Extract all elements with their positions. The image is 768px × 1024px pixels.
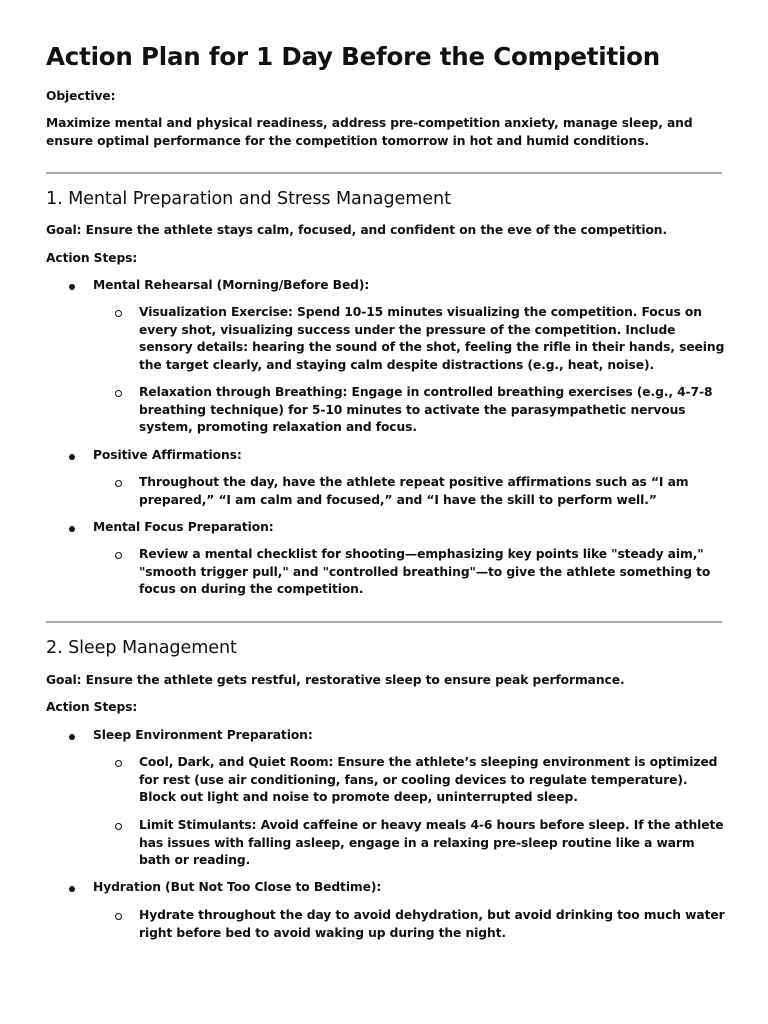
- bullet-dot: [69, 886, 75, 892]
- sub-bullet-circle: [115, 760, 122, 767]
- list-item-label: Mental Focus Preparation:: [93, 520, 274, 534]
- objective-text: Maximize mental and physical readiness, address pre-competition anxiety, manage sleep, and ensure optimal performance for the competition tomorrow in hot and humid conditions.: [46, 116, 693, 148]
- list-item-label: Positive Affirmations:: [93, 448, 242, 462]
- list-item-label: Mental Rehearsal (Morning/Before Bed):: [93, 278, 370, 292]
- sub-list-item: Visualization Exercise: Spend 10-15 minutes visualizing the competition. Focus on every shot, visualizing success under the pressure of the competition. Include sensory details: hearing the sound of the shot, feeling the rifle in their hands, seeing the target clearly, and staying calm despite distractions (e.g., heat, noise).: [139, 305, 725, 372]
- sub-list-item: Hydrate throughout the day to avoid dehydration, but avoid drinking too much water right before bed to avoid waking up during the night.: [139, 908, 725, 940]
- list-item-label: Hydration (But Not Too Close to Bedtime):: [93, 880, 382, 894]
- sub-list-item: Relaxation through Breathing: Engage in controlled breathing exercises (e.g., 4-7-8 breathing technique) for 5-10 minutes to activate the parasympathetic nervous system, promoting relaxation and focus.: [139, 385, 713, 434]
- section-goal: Goal: Ensure the athlete stays calm, focused, and confident on the eve of the competition.: [46, 223, 668, 237]
- bullet-dot: [69, 454, 75, 460]
- bullet-dot: [69, 526, 75, 532]
- sub-bullet-circle: [115, 480, 122, 487]
- sub-bullet-circle: [115, 310, 122, 317]
- sub-list-item: Limit Stimulants: Avoid caffeine or heavy meals 4-6 hours before sleep. If the athlete has issues with falling asleep, engage in a relaxing pre-sleep routine like a warm bath or reading.: [139, 818, 724, 867]
- section-divider: [46, 172, 722, 174]
- action-steps-label: Action Steps:: [46, 700, 138, 714]
- sub-list-item: Review a mental checklist for shooting—emphasizing key points like "steady aim," "smooth trigger pull," and "controlled breathing"—to give the athlete something to focus on during the competition.: [139, 547, 711, 596]
- sub-list-item: Cool, Dark, and Quiet Room: Ensure the athlete’s sleeping environment is optimized for rest (use air conditioning, fans, or cooling devices to regulate temperature). Block out light and noise to promote deep, uninterrupted sleep.: [139, 755, 718, 804]
- bullet-dot: [69, 734, 75, 740]
- section-heading-mental: 1. Mental Preparation and Stress Management: [46, 189, 451, 209]
- sub-bullet-circle: [115, 823, 122, 830]
- sub-list-item: Throughout the day, have the athlete repeat positive affirmations such as “I am prepared,” “I am calm and focused,” and “I have the skill to perform well.”: [139, 475, 689, 507]
- sub-bullet-circle: [115, 552, 122, 559]
- page-title: Action Plan for 1 Day Before the Competition: [46, 42, 661, 71]
- bullet-dot: [69, 284, 75, 290]
- list-item-label: Sleep Environment Preparation:: [93, 728, 313, 742]
- objective-label: Objective:: [46, 89, 116, 103]
- section-heading-sleep: 2. Sleep Management: [46, 638, 237, 658]
- action-steps-label: Action Steps:: [46, 251, 138, 265]
- section-goal: Goal: Ensure the athlete gets restful, restorative sleep to ensure peak performance.: [46, 673, 625, 687]
- sub-bullet-circle: [115, 913, 122, 920]
- section-divider: [46, 621, 722, 623]
- sub-bullet-circle: [115, 390, 122, 397]
